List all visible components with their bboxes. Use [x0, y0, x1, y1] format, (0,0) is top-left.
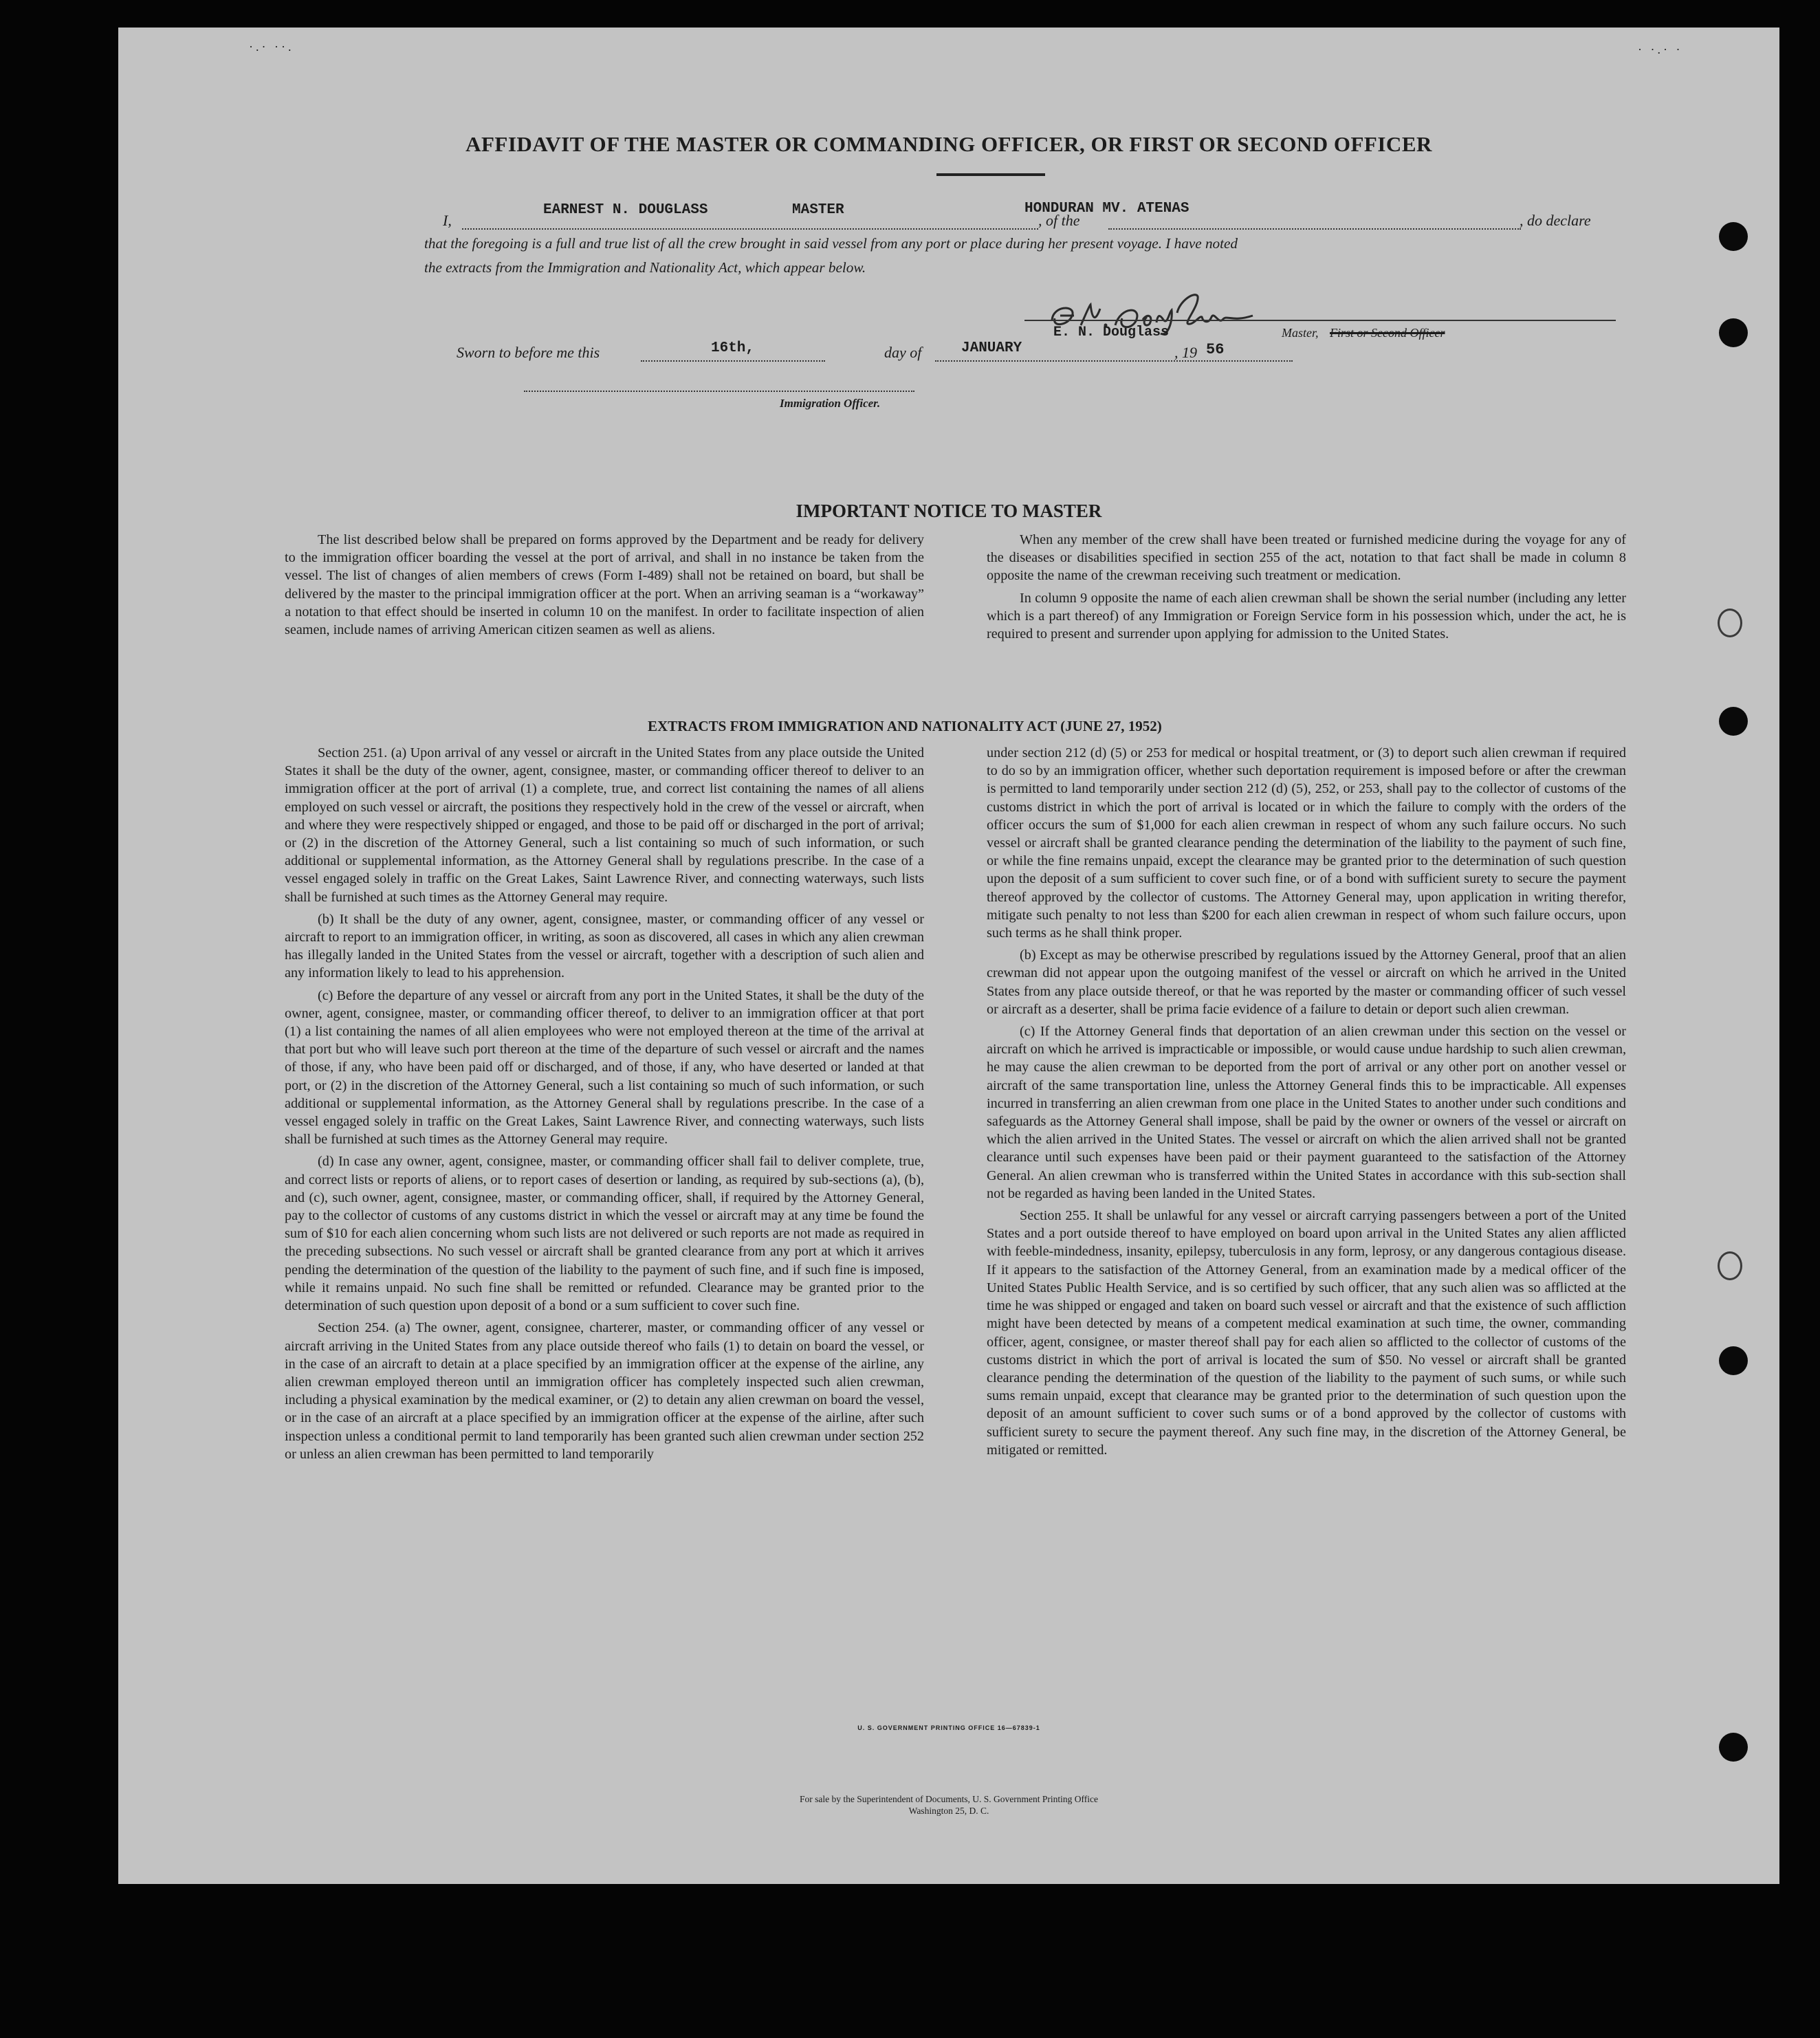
signature-line — [1024, 320, 1616, 321]
section-251a: Section 251. (a) Upon arrival of any vessel or aircraft in the United States from any place outside the United States it shall be the duty of the owner, agent, consignee, master, or commanding officer thereof to deliver to an immigration officer at the port of arrival (1) a complete, true, and correct list containing the names of all aliens employed on such vessel or aircraft, the positions they respectively hold in the crew of the vessel or aircraft, when and where they were respectively shipped or engaged, and those to be paid off or discharged in the port of arrival; or (2) in the discretion of the Attorney General, such a list containing so much of such information, or such additional or supplemental information, as the Attorney General shall by regulations prescribe. In the case of a vessel engaged solely in traffic on the Great Lakes, Saint Lawrence River, and connecting waterways, such lists shall be furnished at such times as the Attorney General may require. — [285, 745, 924, 905]
master-rank: MASTER — [792, 202, 844, 218]
notice-paragraph: The list described below shall be prepared on forms approved by the Department and be ready for delivery to the immigration officer boarding the vessel at the port of arrival, and shall in no instance be taken from the vessel. The list of changes of alien members of crews (Form I-489) shall not be retained on board, but shall be delivered by the master to the principal immigration officer at the port. When an arriving seaman is a “workaway” a notation to that effect should be inserted in column 10 on the manifest. In order to facilitate inspection of alien seamen, include names of arriving American citizen seamen as well as aliens. — [285, 532, 924, 638]
sworn-year: 56 — [1206, 341, 1225, 358]
sale-notice — [118, 1793, 1779, 1817]
section-255: Section 255. It shall be unlawful for any vessel or aircraft carrying passengers between a port of the United States and a port outside thereof to have employed on board upon arrival in the United States any alien afflicted with feeble-mindedness, insanity, epilepsy, tuberculosis in any form, leprosy, or any dangerous contagious disease. If it appears to the satisfaction of the Attorney General, from an examination made by a medical officer of the United States Public Health Service, and is so certified by such officer, that any such alien was so afflicted at the time he was shipped or engaged and taken on board such vessel or aircraft and that the existence of such affliction might have been detected by means of a competent medical examination at such time, the owner, commanding officer, agent, consignee, or master thereof shall pay for each alien so afflicted to the collector of customs of the customs district in which the port of arrival is located the sum of $50. No vessel or aircraft shall be granted clearance pending the determination of the question of the liability to the payment of such sums, or while such sums remain unpaid, except that clearance may be granted prior to the determination of such question upon the deposit of an amount sufficient to cover such sums or of a bond approved by the collector of customs with sufficient surety to secure the payment thereof. Any such fine may, in the discretion of the Attorney General, be mitigated or remitted. — [987, 1208, 1626, 1458]
section-254b: (b) Except as may be otherwise prescribed by regulations issued by the Attorney General, proof that an alien crewman did not appear upon the outgoing manifest of the vessel or aircraft on which he arrived in the United States from any place outside thereof, or that he was reported by the master or commanding officer of such vessel or aircraft as a deserter, shall be prima facie evidence of a failure to detain or deport such alien crewman. — [987, 947, 1626, 1017]
binder-hole — [1719, 1346, 1748, 1375]
master-name: EARNEST N. DOUGLASS — [543, 202, 708, 218]
section-254a: Section 254. (a) The owner, agent, consignee, charterer, master, or commanding officer of any vessel or aircraft arriving in the United States from any place outside thereof who fails (1) to detain on board the vessel, or in the case of an aircraft to detain at a place specified by an immigration officer at the expense of the airline, any alien crewman employed thereon until an immigration officer has completely inspected such alien crewman, including a physical examination by the medical examiner, or (2) to detain any alien crewman on board the vessel, or in the case of an aircraft at a place specified by an immigration officer at the expense of the airline, after such inspection unless a conditional permit to land temporarily has been granted such alien crewman under section 252 or unless an alien crewman has been permitted to land temporarily — [285, 1320, 924, 1462]
year-prefix: , 19 — [1174, 344, 1197, 361]
notice-left-column — [285, 531, 924, 643]
extracts-heading: EXTRACTS FROM IMMIGRATION AND NATIONALITY ACT (JUNE 27, 1952) — [648, 718, 1162, 734]
notice-paragraph: When any member of the crew shall have been treated or furnished medicine during the voyage for any of the diseases or disabilities specified in section 255 of the act, notation to that fact shall be made in column 8 opposite the name of the crewman receiving such treatment or medication. — [987, 532, 1626, 584]
sworn-day-line — [641, 360, 825, 362]
sworn-month-line — [935, 360, 1293, 362]
section-251d: (d) In case any owner, agent, consignee, master, or commanding officer shall fail to deliver complete, true, and correct lists or reports of aliens, or to report cases of desertion or landing, as required by sub-sections (a), (b), and (c), such owner, agent, consignee, master, or commanding officer, shall, if required by the Attorney General, pay to the collector of customs of any customs district in which the vessel or aircraft may at any time be found the sum of $10 for each alien concerning whom such lists are not delivered or such reports are not made as required in the preceding subsections. No such vessel or aircraft shall be granted clearance from any port at which it arrives pending the determination of the question of the liability to the payment of such fine, and if such fine is imposed, while it remains unpaid. No such fine shall be remitted or refunded. Clearance may be granted prior to the determination of such question upon deposit of a bond or a sum sufficient to cover such fine. — [285, 1154, 924, 1314]
title-divider — [936, 173, 1045, 176]
notice-heading: IMPORTANT NOTICE TO MASTER — [796, 501, 1102, 521]
declaration-text: that the foregoing is a full and true list of all the crew brought in said vessel from any port or place during her present voyage. I have noted — [424, 235, 1238, 252]
declaration-text-cont: the extracts from the Immigration and Nationality Act, which appear below. — [424, 259, 866, 276]
binder-hole — [1719, 222, 1748, 251]
name-line — [462, 228, 1038, 230]
act-right-column — [987, 744, 1626, 1463]
binder-hole — [1719, 318, 1748, 347]
section-254c: (c) If the Attorney General finds that deportation of an alien crewman under this section on the vessel or aircraft on which he arrived is impracticable or impossible, or would cause undue hardship to such alien crewman, he may cause the alien crewman to be deported from the port of arrival or any other port on another vessel or aircraft of the same transportation line, unless the Attorney General finds this to be impracticable. All expenses incurred in transferring an alien crewman from one place in the United States to another under such conditions and safeguards as the Attorney General shall impose, shall be paid by the owner or owners of the vessel or aircraft on which the alien arrived in the United States. The vessel or aircraft on which the alien arrived shall not be granted clearance until such expenses have been paid or their payment guaranteed to the satisfaction of the Attorney General. An alien crewman who is transferred within the United States in accordance with this sub-section shall not be regarded as having been landed in the United States. — [987, 1024, 1626, 1201]
immigration-officer-label: Immigration Officer. — [780, 397, 881, 410]
affidavit-title: AFFIDAVIT OF THE MASTER OR COMMANDING OFFICER, OR FIRST OR SECOND OFFICER — [465, 132, 1432, 156]
speck-marks: · ·.· · — [1638, 43, 1683, 56]
signer-title-struck: First or Second Officer — [1330, 326, 1445, 340]
speck-marks: ·.· ··. — [249, 40, 294, 54]
signer-title-prefix: Master, — [1282, 326, 1319, 340]
section-251c: (c) Before the departure of any vessel or aircraft from any port in the United States, it shall be the duty of the owner, agent, consignee, master, or commanding officer thereof, to deliver to an immigration officer at that port (1) a list containing the names of all alien employees who were not employed thereon at the time of the arrival at that port but who will leave such port thereon at the time of the departure of such vessel or aircraft and the names of those, if any, who have been paid off or discharged, and of those, if any, who have deserted or landed at that port, or (2) in the discretion of the Attorney General, such a list containing so much of such information, or such additional or supplemental information, as the Attorney General shall by regulations prescribe. In the case of a vessel engaged solely in traffic on the Great Lakes, Saint Lawrence River, and connecting waterways, such lists shall be furnished at such times as the Attorney General may require. — [285, 987, 924, 1148]
section-254a-cont: under section 212 (d) (5) or 253 for medical or hospital treatment, or (3) to deport such alien crewman if required to do so by an immigration officer, whether such deportation requirement is imposed before or after the crewman is permitted to land temporarily under section 212 (d) (5), 252, or 253, shall pay to the collector of customs of the customs district in which the port of arrival is located or in which the failure to comply with the orders of the officer occurs the sum of $1,000 for each alien crewman in respect of whom any such failure occurs. No such vessel or aircraft shall be granted clearance pending the determination of the liability to the payment of such fine, or while the fine remains unpaid, except the clearance may be granted prior to the determination of such question upon the deposit of a sum sufficient to cover such fine, or of a bond with sufficient surety to secure the payment thereof approved by the collector of customs. The Attorney General may, upon application in writing therefor, mitigate such penalty to not less than $200 for each alien crewman in respect of whom such failure occurs, upon such terms as he shall think proper. — [987, 745, 1626, 941]
act-left-column — [285, 744, 924, 1467]
notice-right-column — [987, 531, 1626, 647]
section-251b: (b) It shall be the duty of any owner, agent, consignee, master, or commanding officer of any vessel or aircraft to report to an immigration officer, in writing, as soon as discovered, all cases in which any alien crewman has illegally landed in the United States from the vessel or aircraft, together with a description of such alien and any information likely to lead to his apprehension. — [285, 911, 924, 981]
document-page — [118, 28, 1779, 1884]
signer-printed-name: E. N. Douglass — [1053, 325, 1170, 340]
printer-imprint: U. S. GOVERNMENT PRINTING OFFICE 16—67839-1 — [857, 1724, 1040, 1731]
do-declare-label: , do declare — [1520, 212, 1591, 229]
of-the-label: , of the — [1038, 212, 1080, 229]
declaration-prefix: I, — [443, 212, 452, 229]
binder-hole — [1719, 1733, 1748, 1762]
day-of-label: day of — [884, 344, 922, 361]
sworn-day: 16th, — [711, 340, 755, 356]
notice-paragraph: In column 9 opposite the name of each alien crewman shall be shown the serial number (including any letter which is a part thereof) of any Immigration or Foreign Service form in his possession which, under the act, he is required to present and surrender upon applying for admission to the United States. — [987, 590, 1626, 642]
sworn-month: JANUARY — [961, 340, 1022, 356]
officer-sign-line — [524, 391, 914, 392]
vessel-name: HONDURAN MV. ATENAS — [1024, 201, 1189, 217]
vessel-line — [1108, 228, 1521, 230]
binder-hole-outline — [1718, 1251, 1742, 1280]
binder-hole-outline — [1718, 609, 1742, 637]
binder-hole — [1719, 707, 1748, 736]
sworn-label: Sworn to before me this — [457, 344, 600, 361]
sale-line: For sale by the Superintendent of Documents, U. S. Government Printing Office — [800, 1794, 1098, 1804]
sale-address: Washington 25, D. C. — [908, 1806, 989, 1816]
